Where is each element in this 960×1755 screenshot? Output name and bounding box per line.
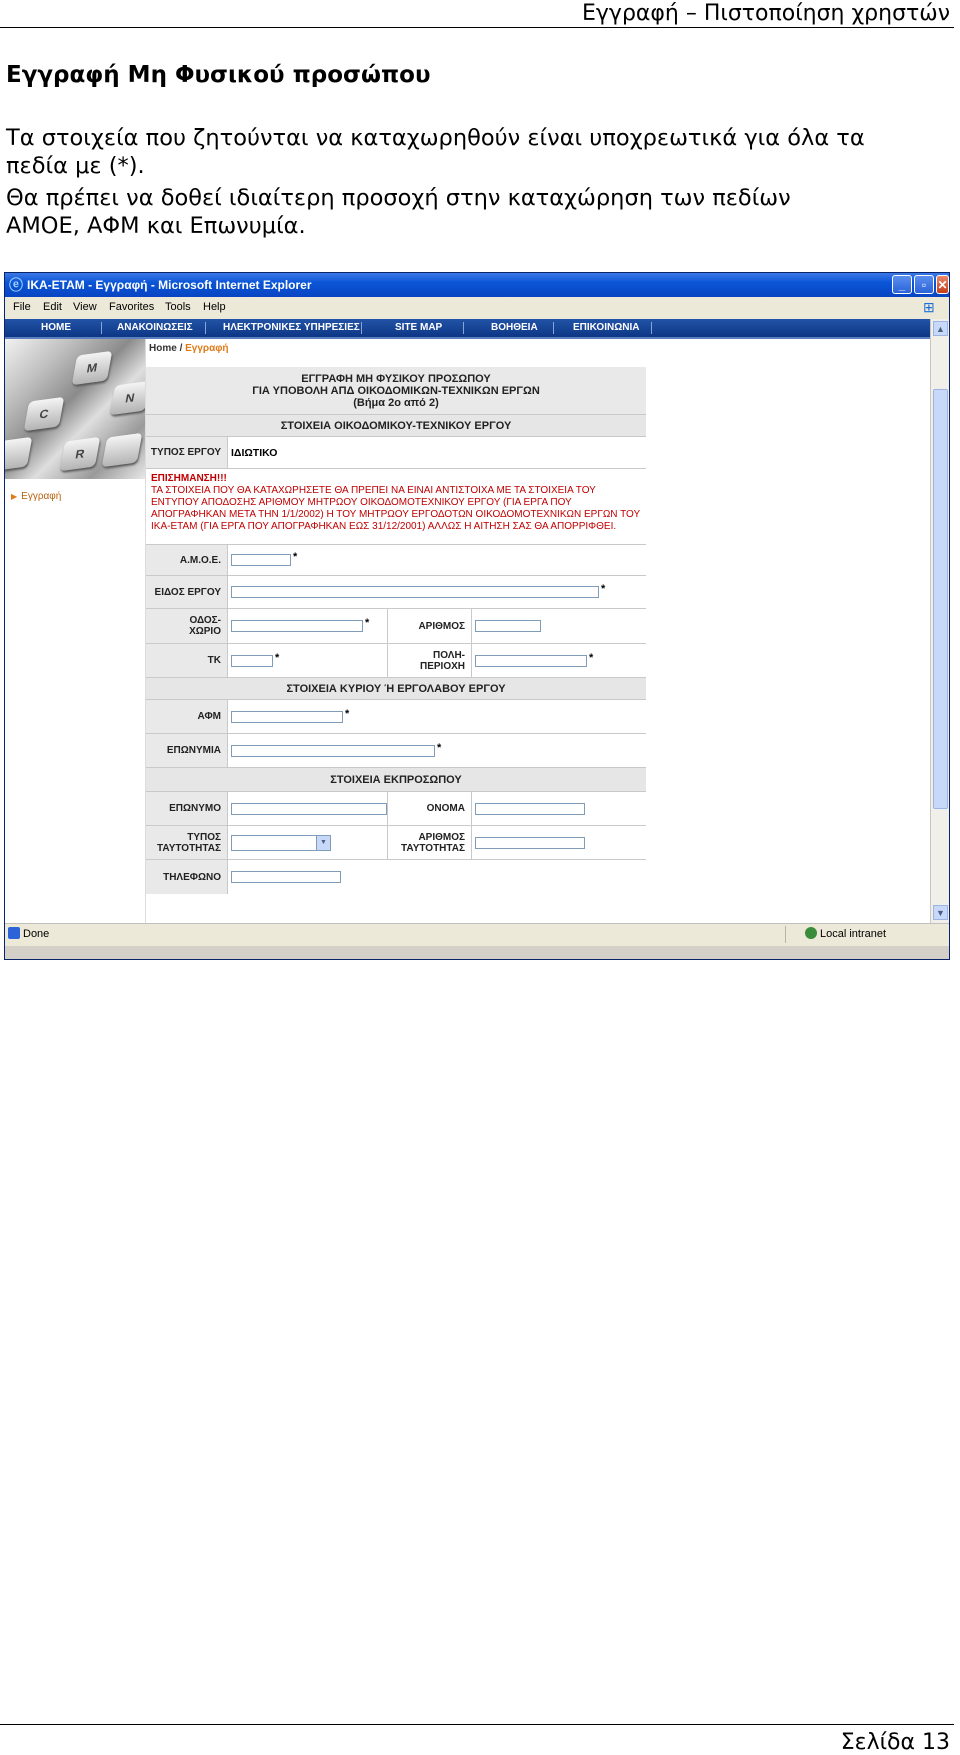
breadcrumb-separator: / — [179, 343, 183, 354]
surname-input[interactable] — [231, 803, 387, 815]
firstname-input[interactable] — [475, 803, 585, 815]
browser-window — [4, 272, 950, 960]
value-project-type: ΙΔΙΩΤΙΚΟ — [231, 446, 278, 459]
keyboard-image — [5, 339, 145, 479]
row-street — [146, 609, 646, 644]
close-button[interactable]: ✕ — [936, 275, 949, 294]
form-heading-line: ΕΓΓΡΑΦΗ ΜΗ ΦΥΣΙΚΟΥ ΠΡΟΣΩΠΟΥ — [301, 373, 491, 385]
afm-input[interactable] — [231, 711, 343, 723]
nav-e-services[interactable]: ΗΛΕΚΤΡΟΝΙΚΕΣ ΥΠΗΡΕΣΙΕΣ — [223, 322, 360, 333]
header-title: Εγγραφή – Πιστοποίηση χρηστών — [582, 1, 950, 26]
page-number: Σελίδα 13 — [840, 1730, 950, 1755]
company-name-input[interactable] — [231, 745, 435, 757]
nav-divider — [463, 322, 464, 334]
id-number-input[interactable] — [475, 837, 585, 849]
menu-view[interactable]: View — [73, 301, 97, 313]
postcode-cell — [228, 644, 388, 677]
site-nav — [5, 319, 930, 339]
label-line: ΠΟΛΗ- — [433, 649, 465, 661]
windows-logo-icon: ⊞ — [923, 299, 935, 315]
section-header-project: ΣΤΟΙΧΕΙΑ ΟΙΚΟΔΟΜΙΚΟΥ-ΤΕΧΝΙΚΟΥ ΕΡΓΟΥ — [146, 415, 646, 437]
nav-contact[interactable]: ΕΠΙΚΟΙΝΩΝΙΑ — [573, 322, 640, 333]
status-text: Done — [23, 928, 50, 940]
form-heading — [146, 367, 646, 415]
label-phone: ΤΗΛΕΦΩΝΟ — [146, 860, 228, 894]
nav-home[interactable]: HOME — [41, 322, 71, 333]
label-line: ΤΑΥΤΟΤΗΤΑΣ — [157, 842, 221, 854]
label-afm: ΑΦΜ — [146, 700, 228, 733]
paragraph-required-fields — [6, 124, 956, 180]
row-rep-names — [146, 792, 646, 826]
row-project-type — [146, 437, 646, 469]
city-input[interactable] — [475, 655, 587, 667]
row-rep-id — [146, 826, 646, 860]
row-company-name — [146, 734, 646, 768]
required-mark: * — [437, 741, 442, 754]
keyboard-key: M — [72, 351, 113, 385]
keyboard-key: R — [60, 437, 101, 471]
scroll-up-icon[interactable]: ▲ — [933, 321, 948, 336]
city-cell — [472, 644, 646, 677]
number-input[interactable] — [475, 620, 541, 632]
chevron-down-icon[interactable]: ▼ — [316, 836, 330, 850]
keyboard-key: N — [110, 381, 145, 415]
nav-help[interactable]: ΒΟΗΘΕΙΑ — [491, 322, 538, 333]
label-project-type: ΤΥΠΟΣ ΕΡΓΟΥ — [146, 437, 228, 468]
paragraph-attention — [6, 184, 956, 240]
menu-help[interactable]: Help — [203, 301, 226, 313]
nav-divider — [651, 322, 652, 334]
status-divider — [785, 926, 786, 943]
breadcrumb — [149, 343, 229, 354]
browser-content — [5, 319, 930, 923]
phone-input[interactable] — [231, 871, 341, 883]
id-type-cell — [228, 826, 388, 859]
vertical-scrollbar[interactable] — [930, 319, 950, 923]
id-number-cell — [472, 826, 646, 859]
intranet-icon — [805, 927, 817, 939]
warning-title: ΕΠΙΣΗΜΑΝΣΗ!!! — [151, 473, 227, 484]
street-cell — [228, 609, 388, 643]
menu-favorites[interactable]: Favorites — [109, 301, 155, 313]
menu-tools[interactable]: Tools — [165, 301, 191, 313]
row-project-kind — [146, 576, 646, 609]
label-line: ΑΡΙΘΜΟΣ — [418, 831, 465, 843]
row-warning — [146, 469, 646, 545]
required-mark: * — [293, 551, 298, 563]
warning-notice — [146, 469, 646, 537]
keyboard-key — [5, 437, 32, 471]
surname-cell — [228, 792, 388, 825]
minimize-button[interactable]: _ — [892, 275, 912, 294]
label-amoe: Α.Μ.Ο.Ε. — [146, 545, 228, 575]
menu-edit[interactable]: Edit — [43, 301, 62, 313]
browser-title: IKA-ETAM - Εγγραφή - Microsoft Internet Explorer — [27, 278, 312, 292]
postcode-input[interactable] — [231, 655, 273, 667]
nav-divider — [361, 322, 362, 334]
phone-cell — [228, 860, 646, 894]
scroll-thumb[interactable] — [933, 389, 948, 809]
status-zone: Local intranet — [820, 928, 887, 940]
label-postcode: ΤΚ — [146, 644, 228, 677]
firstname-cell — [472, 792, 646, 825]
page-header — [0, 0, 954, 28]
required-mark: * — [345, 707, 350, 720]
required-mark: * — [365, 617, 370, 629]
project-kind-cell — [228, 576, 646, 608]
project-kind-input[interactable] — [231, 586, 599, 598]
form-heading-line: (Βήμα 2ο από 2) — [353, 397, 439, 409]
afm-cell — [228, 700, 646, 733]
number-cell — [472, 609, 646, 643]
label-company-name: ΕΠΩΝΥΜΙΑ — [146, 734, 228, 767]
amoe-input[interactable] — [231, 554, 291, 566]
nav-announcements[interactable]: ΑΝΑΚΟΙΝΩΣΕΙΣ — [117, 322, 193, 333]
paragraph-line: Θα πρέπει να δοθεί ιδιαίτερη προσοχή στην καταχώρηση των πεδίων — [6, 185, 791, 211]
label-number: ΑΡΙΘΜΟΣ — [388, 609, 472, 643]
label-surname: ΕΠΩΝΥΜΟ — [146, 792, 228, 825]
company-name-cell — [228, 734, 646, 767]
section-header-representative: ΣΤΟΙΧΕΙΑ ΕΚΠΡΟΣΩΠΟΥ — [146, 768, 646, 792]
sidebar-item-register[interactable] — [11, 491, 61, 502]
amoe-cell — [228, 545, 646, 575]
warning-text: ΤΑ ΣΤΟΙΧΕΙΑ ΠΟΥ ΘΑ ΚΑΤΑΧΩΡΗΣΕΤΕ ΘΑ ΠΡΕΠΕΙ ΝΑ ΕΙΝΑΙ ΑΝΤΙΣΤΟΙΧΑ ΜΕ ΤΑ ΣΤΟΙΧΕΙΑ ΤΟΥ ΕΝΤΥΠΟΥ ΑΠΟΔΟΣΗΣ ΑΡΙΘΜΟΥ ΜΗΤΡΩΟΥ ΟΙΚΟΔΟΜΟΤΕΧΝΙΚΟΥ ΕΡΓΟΥ (ΓΙΑ ΕΡΓΑ ΠΟΥ ΑΠΟΓΡΑΦΗΚΑΝ ΜΕΤΑ ΤΗΝ 1/1/2002) Η ΤΟΥ ΜΗΤΡΩΟΥ ΕΡΓΟΔΟΤΩΝ ΟΙΚΟΔΟΜΟΤΕΧΝΙΚΩΝ ΕΡΓΩΝ ΤΟΥ ΙΚΑ-ΕΤΑΜ (ΓΙΑ ΕΡΓΑ ΠΟΥ ΑΠΟΓΡΑΦΗΚΑΝ ΕΩΣ 31/12/2001) ΑΛΛΩΣ Η ΑΙΤΗΣΗ ΣΑΣ ΘΑ ΑΠΟΡΡΙΦΘΕΙ. — [151, 485, 640, 532]
label-line: ΟΔΟΣ- — [189, 615, 221, 626]
keyboard-key — [102, 433, 143, 467]
label-id-type — [146, 826, 228, 859]
browser-titlebar — [5, 273, 949, 297]
ie-logo-icon: ⓔ — [9, 277, 23, 293]
keyboard-key: C — [24, 397, 65, 431]
maximize-button[interactable]: ▫ — [914, 275, 934, 294]
page-footer — [0, 1724, 954, 1753]
scroll-down-icon[interactable]: ▼ — [933, 905, 948, 920]
section-title: Εγγραφή Μη Φυσικού προσώπου — [6, 62, 431, 88]
status-bar — [5, 923, 949, 946]
label-project-kind: ΕΙΔΟΣ ΕΡΓΟΥ — [146, 576, 228, 608]
label-id-number — [388, 826, 472, 859]
street-input[interactable] — [231, 620, 363, 632]
left-sidebar — [5, 339, 146, 923]
section-header-owner: ΣΤΟΙΧΕΙΑ ΚΥΡΙΟΥ Ή ΕΡΓΟΛΑΒΟΥ ΕΡΓΟΥ — [146, 678, 646, 700]
paragraph-line: Τα στοιχεία που ζητούνται να καταχωρηθούν είναι υποχρεωτικά για όλα τα — [6, 125, 865, 151]
label-line: ΠΕΡΙΟΧΗ — [419, 660, 465, 672]
required-mark: * — [589, 651, 594, 664]
breadcrumb-current: Εγγραφή — [185, 343, 229, 354]
nav-divider — [205, 322, 206, 334]
nav-divider — [553, 322, 554, 334]
menu-file[interactable]: File — [13, 301, 31, 313]
main-content — [146, 339, 646, 923]
sidebar-item-label: Εγγραφή — [21, 491, 62, 502]
paragraph-line: ΑΜΟΕ, ΑΦΜ και Επωνυμία. — [6, 213, 306, 239]
label-line: ΤΥΠΟΣ — [187, 831, 221, 843]
row-amoe — [146, 545, 646, 576]
label-line: ΧΩΡΙΟ — [189, 626, 221, 637]
id-type-select[interactable] — [231, 835, 331, 851]
label-street — [146, 609, 228, 643]
nav-sitemap[interactable]: SITE MAP — [395, 322, 443, 333]
paragraph-line: πεδία με (*). — [6, 153, 145, 179]
page-icon — [8, 927, 20, 939]
form-heading-line: ΓΙΑ ΥΠΟΒΟΛΗ ΑΠΔ ΟΙΚΟΔΟΜΙΚΩΝ-ΤΕΧΝΙΚΩΝ ΕΡΓΩΝ — [252, 385, 540, 397]
row-phone — [146, 860, 646, 894]
row-afm — [146, 700, 646, 734]
triangle-right-icon: ▶ — [11, 492, 18, 501]
required-mark: * — [275, 651, 280, 664]
label-city — [388, 644, 472, 677]
menu-bar — [5, 297, 949, 320]
required-mark: * — [601, 583, 606, 595]
breadcrumb-home[interactable]: Home — [149, 343, 177, 354]
nav-divider — [101, 322, 102, 334]
label-firstname: ΟΝΟΜΑ — [388, 792, 472, 825]
label-line: ΤΑΥΤΟΤΗΤΑΣ — [401, 842, 465, 854]
row-postcode — [146, 644, 646, 678]
